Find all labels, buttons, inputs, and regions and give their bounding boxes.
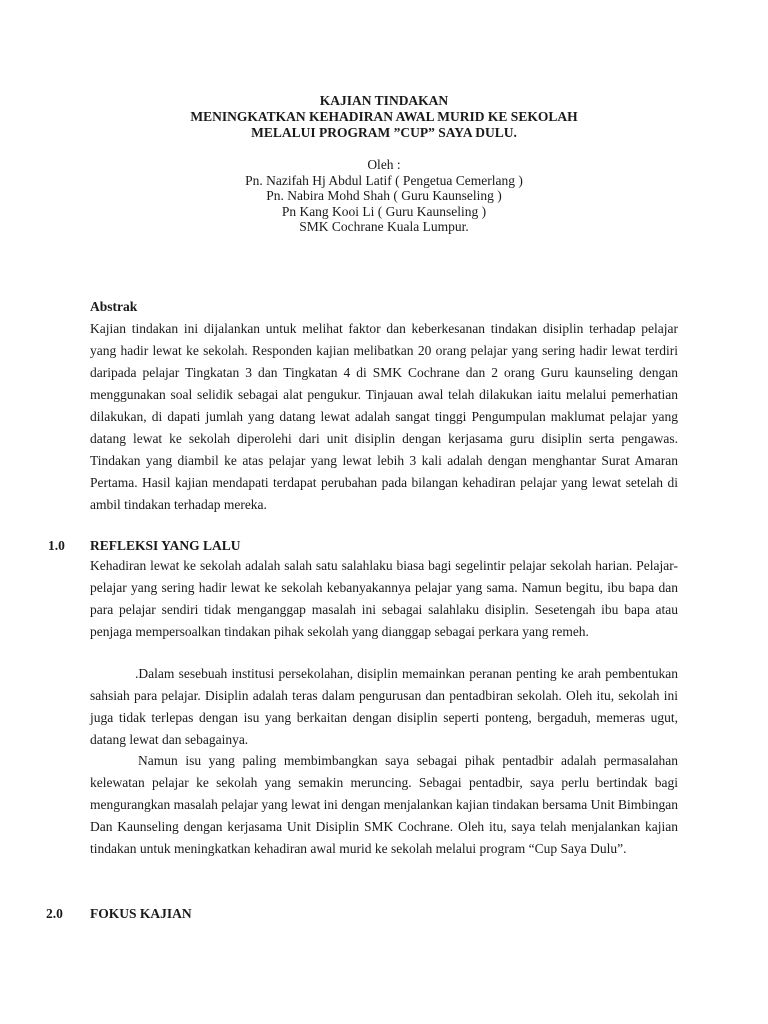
section-1-paragraph-3: Namun isu yang paling membimbangkan saya sebagai pihak pentadbir adalah permasalahan kelewatan pelajar ke sekolah yang semakin meruncing. Sebagai pentadbir, saya perlu bertindak bagi mengurangkan masalah pelajar yang lewat ini dengan menjalankan kajian tindakan bersama Unit Bimbingan Dan Kaunseling dengan kerjasama Unit Disiplin SMK Cochrane. Oleh itu, saya telah menjalankan kajian tindakan untuk meningkatkan kehadiran awal murid ke sekolah melalui program “Cup Saya Dulu”. [90,753,678,856]
section-2-number: 2.0 [46,906,63,921]
author-line: Pn. Nabira Mohd Shah ( Guru Kaunseling ) [266,188,502,204]
author-block [0,157,768,235]
section-1-paragraph-1: Kehadiran lewat ke sekolah adalah salah satu salahlaku biasa bagi segelintir pelajar sekolah harian. Pelajar-pelajar yang sering hadir lewat ke sekolah kebanyakannya pelajar yang sama. Namun begitu, ibu bapa dan para pelajar sendiri tidak menganggap masalah ini sebagai salahlaku disiplin. Sesetengah ibu bapa atau penjaga mempersoalkan tindakan pihak sekolah yang dianggap sebagai perkara yang remeh. [90,558,678,639]
section-1-heading: REFLEKSI YANG LALU [90,538,241,553]
title-line-3: MELALUI PROGRAM ”CUP” SAYA DULU. [251,125,517,140]
title-line-1: KAJIAN TINDAKAN [319,93,449,108]
section-2-heading: FOKUS KAJIAN [90,906,192,921]
abstract-text: Kajian tindakan ini dijalankan untuk melihat faktor dan keberkesanan tindakan disiplin terhadap pelajar yang hadir lewat ke sekolah. Responden kajian melibatkan 20 orang pelajar yang sering hadir lewat terdiri daripada pelajar Tingkatan 3 dan Tingkatan 4 di SMK Cochrane dan 2 orang Guru kaunseling dengan menggunakan soal selidik sebagai alat pengukur. Tinjauan awal telah dilakukan iaitu melalui pemerhatian dilakukan, di dapati jumlah yang datang lewat adalah sangat tinggi Pengumpulan maklumat pelajar yang datang lewat ke sekolah diperolehi dari unit disiplin dengan kerjasama guru disiplin serta pengawas. Tindakan yang diambil ke atas pelajar yang lewat lebih 3 kali adalah dengan menghantar Surat Amaran Pertama. Hasil kajian mendapati terdapat perubahan pada bilangan kehadiran pelajar yang lewat setelah di ambil tindakan terhadap mereka. [90,321,678,512]
section-1-paragraph-2: .Dalam sesebuah institusi persekolahan, disiplin memainkan peranan penting ke arah pembentukan sahsiah para pelajar. Disiplin adalah teras dalam pengurusan dan pentadbiran sekolah. Oleh itu, sekolah ini juga tidak terlepas dengan isu yang berkaitan dengan disiplin seperti ponteng, bergaduh, memeras ugut, datang lewat dan sebagainya. [90,666,678,747]
author-line: Pn Kang Kooi Li ( Guru Kaunseling ) [281,203,487,219]
author-line: Pn. Nazifah Hj Abdul Latif ( Pengetua Cemerlang ) [245,172,523,188]
author-by-label: Oleh : [367,157,401,172]
section-1-number: 1.0 [48,538,65,553]
document-title [0,93,768,141]
title-line-2: MENINGKATKAN KEHADIRAN AWAL MURID KE SEKOLAH [190,109,578,124]
abstract-heading: Abstrak [90,299,138,314]
school-name: SMK Cochrane Kuala Lumpur. [299,219,469,235]
